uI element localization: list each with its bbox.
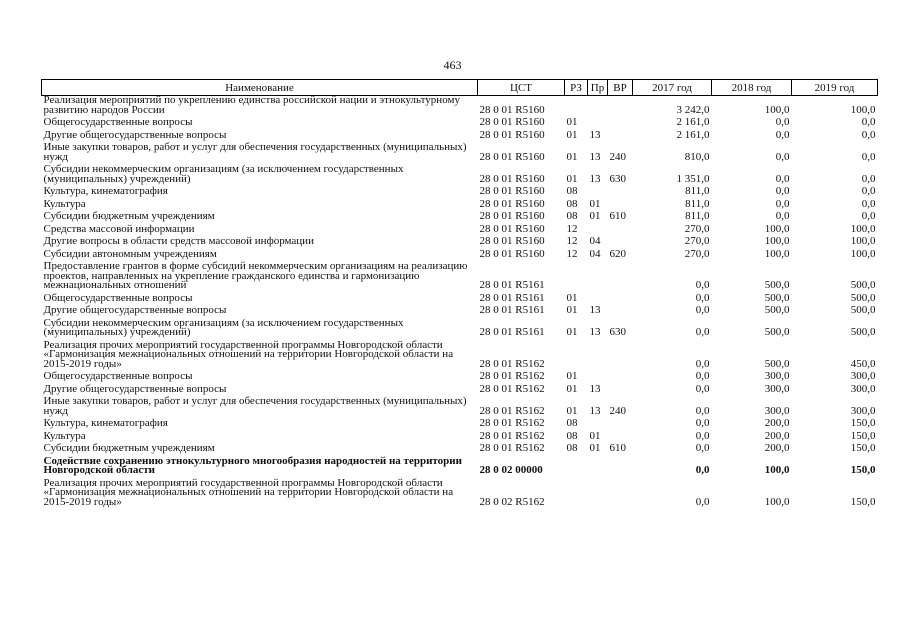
cell-y2017: 811,0 bbox=[685, 210, 710, 222]
cell-y2019: 450,0 bbox=[850, 357, 876, 370]
cell-name: Субсидии некоммерческим организациям (за исключением государственных (муниципальных) учреждений) bbox=[43, 316, 404, 338]
cell-rz: 01 bbox=[566, 116, 578, 128]
cell-y2017: 0,0 bbox=[695, 304, 710, 316]
cell-y2017: 811,0 bbox=[685, 185, 710, 197]
cell-y2018: 200,0 bbox=[764, 442, 790, 454]
cell-y2019: 300,0 bbox=[850, 382, 876, 395]
cell-y2019: 500,0 bbox=[850, 291, 876, 304]
cell-y2017: 270,0 bbox=[684, 235, 710, 247]
cell-name: Другие общегосударственные вопросы bbox=[43, 304, 227, 316]
budget-table bbox=[41, 79, 878, 510]
table-row bbox=[42, 341, 878, 373]
cell-y2017: 2 161,0 bbox=[676, 128, 710, 141]
cell-cst: 28 0 01 R5162 bbox=[479, 382, 545, 395]
cell-pr: 04 bbox=[589, 235, 601, 247]
cell-name: Культура bbox=[43, 197, 86, 210]
cell-cst: 28 0 01 R5160 bbox=[479, 235, 545, 247]
cell-y2018: 0,0 bbox=[775, 210, 790, 222]
cell-y2019: 100,0 bbox=[850, 247, 876, 260]
cell-name: Другие общегосударственные вопросы bbox=[43, 382, 227, 395]
cell-pr: 01 bbox=[589, 429, 601, 442]
cell-rz: 01 bbox=[566, 150, 578, 163]
cell-rz: 01 bbox=[566, 370, 578, 382]
table-row bbox=[42, 143, 878, 165]
cell-cst: 28 0 01 R5160 bbox=[479, 172, 545, 185]
cell-cst: 28 0 01 R5162 bbox=[479, 442, 545, 454]
cell-cst: 28 0 01 R5160 bbox=[479, 197, 545, 210]
cell-y2017: 811,0 bbox=[685, 197, 710, 210]
cell-vr bbox=[608, 294, 633, 307]
cell-cst: 28 0 01 R5162 bbox=[479, 370, 545, 382]
cell-vr bbox=[608, 479, 633, 511]
cell-y2017: 0,0 bbox=[695, 291, 710, 304]
cell-name: Субсидии автономным учреждениям bbox=[43, 247, 217, 260]
cell-y2019: 100,0 bbox=[850, 103, 876, 116]
cell-y2018: 300,0 bbox=[764, 382, 790, 395]
cell-y2018: 500,0 bbox=[764, 291, 790, 304]
cell-cst: 28 0 01 R5160 bbox=[479, 222, 545, 235]
cell-y2018: 100,0 bbox=[764, 464, 790, 476]
cell-y2017: 0,0 bbox=[695, 326, 710, 338]
cell-vr: 630 bbox=[609, 326, 626, 338]
cell-vr bbox=[608, 385, 633, 398]
cell-y2018: 0,0 bbox=[775, 150, 790, 163]
cell-y2017: 3 242,0 bbox=[676, 103, 710, 116]
cell-y2018: 500,0 bbox=[764, 357, 790, 370]
cell-name: Другие общегосударственные вопросы bbox=[43, 128, 227, 141]
cell-y2018: 0,0 bbox=[775, 128, 790, 141]
header-vr: ВР bbox=[608, 80, 633, 96]
cell-y2019: 0,0 bbox=[861, 210, 876, 222]
table-row bbox=[42, 187, 878, 200]
cell-cst: 28 0 01 R5161 bbox=[479, 304, 545, 316]
cell-vr bbox=[608, 96, 633, 119]
cell-y2017: 0,0 bbox=[695, 279, 710, 291]
cell-y2019: 150,0 bbox=[850, 417, 876, 429]
cell-pr: 01 bbox=[589, 210, 601, 222]
cell-name: Общегосударственные вопросы bbox=[43, 370, 193, 382]
cell-rz: 12 bbox=[566, 222, 578, 235]
cell-cst: 28 0 01 R5161 bbox=[479, 291, 545, 304]
cell-pr: 13 bbox=[589, 326, 601, 338]
cell-name: Культура, кинематография bbox=[43, 185, 168, 197]
cell-y2019: 0,0 bbox=[861, 150, 876, 163]
table-row bbox=[42, 319, 878, 341]
cell-vr: 240 bbox=[609, 404, 626, 417]
cell-pr: 13 bbox=[589, 150, 601, 163]
cell-pr bbox=[588, 262, 608, 294]
cell-y2017: 0,0 bbox=[695, 404, 710, 417]
cell-y2019: 300,0 bbox=[850, 370, 876, 382]
cell-pr bbox=[588, 479, 608, 511]
table-row bbox=[42, 96, 878, 119]
cell-rz: 01 bbox=[566, 382, 578, 395]
cell-vr bbox=[608, 225, 633, 238]
cell-rz: 08 bbox=[566, 185, 578, 197]
cell-y2019: 500,0 bbox=[850, 279, 876, 291]
cell-y2018: 500,0 bbox=[764, 304, 790, 316]
table-row bbox=[42, 165, 878, 187]
cell-y2018: 100,0 bbox=[764, 222, 790, 235]
cell-pr: 13 bbox=[589, 304, 601, 316]
cell-rz: 01 bbox=[566, 404, 578, 417]
cell-y2017: 2 161,0 bbox=[676, 116, 710, 128]
cell-y2017: 0,0 bbox=[695, 429, 710, 442]
cell-cst: 28 0 01 R5161 bbox=[479, 326, 545, 338]
header-2019: 2019 год bbox=[792, 80, 878, 96]
table-row bbox=[42, 262, 878, 294]
header-2017: 2017 год bbox=[633, 80, 712, 96]
cell-pr: 13 bbox=[589, 128, 601, 141]
cell-pr bbox=[588, 457, 608, 479]
cell-vr bbox=[608, 306, 633, 319]
cell-pr: 04 bbox=[589, 247, 601, 260]
header-cst: ЦСТ bbox=[478, 80, 565, 96]
cell-rz: 08 bbox=[566, 429, 578, 442]
cell-y2018: 0,0 bbox=[775, 197, 790, 210]
header-name: Наименование bbox=[42, 80, 478, 96]
cell-name: Культура, кинематография bbox=[43, 417, 168, 429]
cell-y2018: 100,0 bbox=[764, 103, 790, 116]
cell-rz: 12 bbox=[566, 235, 578, 247]
cell-y2018: 100,0 bbox=[764, 247, 790, 260]
cell-y2018: 300,0 bbox=[764, 404, 790, 417]
cell-vr bbox=[608, 457, 633, 479]
cell-pr: 13 bbox=[589, 404, 601, 417]
cell-rz: 01 bbox=[566, 304, 578, 316]
cell-y2019: 150,0 bbox=[850, 429, 876, 442]
cell-rz bbox=[565, 479, 588, 511]
cell-rz bbox=[565, 341, 588, 373]
cell-y2017: 270,0 bbox=[684, 247, 710, 260]
cell-cst: 28 0 01 R5160 bbox=[479, 185, 545, 197]
cell-y2019: 500,0 bbox=[850, 326, 876, 338]
cell-rz: 08 bbox=[566, 210, 578, 222]
cell-rz bbox=[565, 96, 588, 119]
cell-name: Реализация прочих мероприятий государственной программы Новгородской области «Гармонизация межнациональных отношений на территории Новгородской области на 2015-2019 годы» bbox=[43, 476, 454, 508]
cell-y2017: 270,0 bbox=[684, 222, 710, 235]
cell-cst: 28 0 02 00000 bbox=[479, 464, 543, 476]
cell-y2018: 200,0 bbox=[764, 417, 790, 429]
cell-y2017: 0,0 bbox=[695, 464, 710, 476]
cell-y2018: 100,0 bbox=[764, 235, 790, 247]
cell-vr: 620 bbox=[609, 247, 626, 260]
cell-y2018: 500,0 bbox=[764, 279, 790, 291]
cell-name: Культура bbox=[43, 429, 86, 442]
cell-vr bbox=[608, 118, 633, 131]
cell-y2019: 0,0 bbox=[861, 128, 876, 141]
cell-y2017: 0,0 bbox=[695, 417, 710, 429]
cell-pr bbox=[588, 96, 608, 119]
cell-pr: 13 bbox=[589, 172, 601, 185]
cell-rz bbox=[565, 457, 588, 479]
cell-vr bbox=[608, 262, 633, 294]
cell-cst: 28 0 01 R5160 bbox=[479, 247, 545, 260]
cell-y2019: 0,0 bbox=[861, 197, 876, 210]
header-rz: РЗ bbox=[565, 80, 588, 96]
cell-rz: 08 bbox=[566, 197, 578, 210]
cell-vr bbox=[608, 187, 633, 200]
cell-rz bbox=[565, 262, 588, 294]
cell-name: Субсидии некоммерческим организациям (за исключением государственных (муниципальных) учреждений) bbox=[43, 163, 404, 185]
cell-name: Иные закупки товаров, работ и услуг для обеспечения государственных (муниципальных) нужд bbox=[43, 141, 467, 163]
cell-vr: 610 bbox=[609, 210, 626, 222]
table-row bbox=[42, 479, 878, 511]
header-pr: Пр bbox=[588, 80, 608, 96]
cell-vr: 240 bbox=[609, 150, 626, 163]
cell-name: Реализация мероприятий по укреплению единства российской нации и этнокультурному развитию народов России bbox=[43, 94, 460, 116]
cell-name: Средства массовой информации bbox=[43, 222, 195, 235]
cell-name: Общегосударственные вопросы bbox=[43, 116, 193, 128]
cell-y2019: 150,0 bbox=[850, 464, 876, 476]
cell-y2019: 0,0 bbox=[861, 172, 876, 185]
cell-y2018: 0,0 bbox=[775, 116, 790, 128]
cell-y2018: 300,0 bbox=[764, 370, 790, 382]
cell-name: Иные закупки товаров, работ и услуг для обеспечения государственных (муниципальных) нужд bbox=[43, 395, 467, 417]
cell-y2017: 0,0 bbox=[695, 357, 710, 370]
cell-pr bbox=[588, 341, 608, 373]
cell-rz: 01 bbox=[566, 172, 578, 185]
cell-cst: 28 0 01 R5162 bbox=[479, 429, 545, 442]
cell-name: Субсидии бюджетным учреждениям bbox=[43, 210, 215, 222]
page-number: 463 bbox=[443, 58, 462, 72]
cell-pr: 01 bbox=[589, 197, 601, 210]
cell-y2019: 300,0 bbox=[850, 404, 876, 417]
cell-name: Субсидии бюджетным учреждениям bbox=[43, 442, 215, 454]
cell-rz: 01 bbox=[566, 128, 578, 141]
cell-cst: 28 0 01 R5162 bbox=[479, 404, 545, 417]
cell-y2018: 200,0 bbox=[764, 429, 790, 442]
cell-vr: 630 bbox=[609, 172, 626, 185]
cell-y2017: 0,0 bbox=[695, 442, 710, 454]
cell-name: Содействие сохранению этнокультурного многообразия народностей на территории Новгородской области bbox=[43, 454, 462, 476]
cell-cst: 28 0 01 R5160 bbox=[479, 150, 545, 163]
cell-y2017: 810,0 bbox=[684, 150, 710, 163]
cell-name: Общегосударственные вопросы bbox=[43, 291, 193, 304]
cell-pr: 13 bbox=[589, 382, 601, 395]
cell-vr bbox=[608, 419, 633, 432]
cell-cst: 28 0 01 R5160 bbox=[479, 116, 545, 128]
cell-cst: 28 0 01 R5162 bbox=[479, 417, 545, 429]
cell-y2019: 500,0 bbox=[850, 304, 876, 316]
cell-name: Предоставление грантов в форме субсидий некоммерческим организациям на реализацию проектов, направленных на укрепление гражданского единства и гармонизацию межнациональных отношений bbox=[43, 260, 468, 291]
table-row bbox=[42, 419, 878, 432]
cell-rz: 08 bbox=[566, 417, 578, 429]
cell-name: Другие вопросы в области средств массовой информации bbox=[43, 235, 314, 247]
cell-y2019: 0,0 bbox=[861, 185, 876, 197]
cell-y2017: 0,0 bbox=[695, 370, 710, 382]
cell-vr bbox=[608, 341, 633, 373]
cell-rz: 08 bbox=[566, 442, 578, 454]
cell-y2019: 150,0 bbox=[850, 442, 876, 454]
cell-y2018: 500,0 bbox=[764, 326, 790, 338]
cell-vr bbox=[608, 372, 633, 385]
cell-y2017: 0,0 bbox=[695, 382, 710, 395]
cell-rz: 12 bbox=[566, 247, 578, 260]
cell-name: Реализация прочих мероприятий государственной программы Новгородской области «Гармонизация межнациональных отношений на территории Новгородской области на 2015-2019 годы» bbox=[43, 338, 454, 370]
header-2018: 2018 год bbox=[712, 80, 792, 96]
cell-rz: 01 bbox=[566, 326, 578, 338]
cell-y2018: 100,0 bbox=[764, 495, 790, 508]
cell-cst: 28 0 01 R5160 bbox=[479, 210, 545, 222]
cell-y2019: 100,0 bbox=[850, 235, 876, 247]
cell-y2019: 100,0 bbox=[850, 222, 876, 235]
cell-cst: 28 0 01 R5160 bbox=[479, 103, 545, 116]
cell-vr bbox=[608, 131, 633, 144]
cell-vr: 610 bbox=[609, 442, 626, 454]
cell-cst: 28 0 01 R5160 bbox=[479, 128, 545, 141]
cell-pr: 01 bbox=[589, 442, 601, 454]
cell-y2018: 0,0 bbox=[775, 185, 790, 197]
cell-y2019: 150,0 bbox=[850, 495, 876, 508]
table-row bbox=[42, 457, 878, 479]
cell-y2017: 0,0 bbox=[695, 495, 710, 508]
cell-cst: 28 0 02 R5162 bbox=[479, 495, 545, 508]
cell-cst: 28 0 01 R5162 bbox=[479, 357, 545, 370]
cell-y2019: 0,0 bbox=[861, 116, 876, 128]
cell-cst: 28 0 01 R5161 bbox=[479, 279, 545, 291]
cell-y2017: 1 351,0 bbox=[676, 172, 710, 185]
cell-rz: 01 bbox=[566, 291, 578, 304]
table-row bbox=[42, 397, 878, 419]
cell-y2018: 0,0 bbox=[775, 172, 790, 185]
table-body bbox=[42, 96, 878, 511]
